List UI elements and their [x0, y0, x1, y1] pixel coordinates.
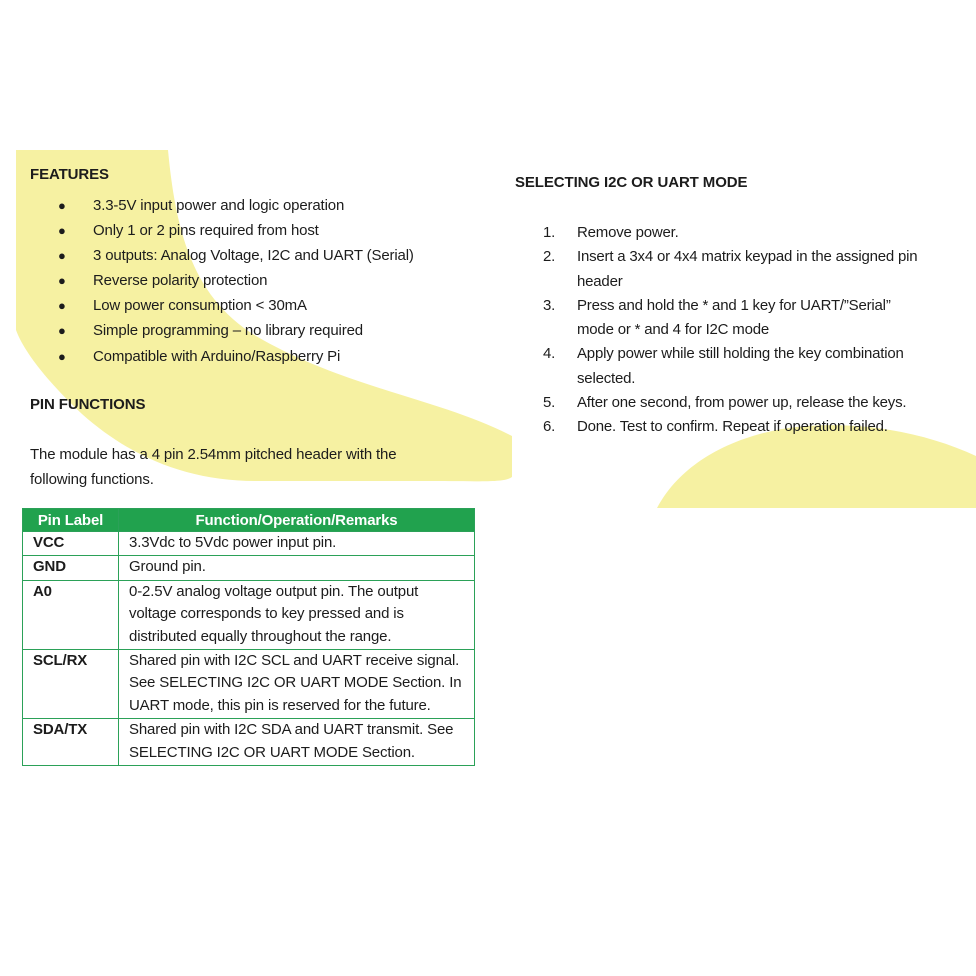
step-item — [515, 415, 925, 439]
column-header-function: Function/Operation/Remarks — [119, 509, 475, 532]
table-row — [23, 719, 475, 766]
selecting-mode-heading: SELECTING I2C OR UART MODE — [515, 174, 748, 191]
step-text: Done. Test to confirm. Repeat if operation failed. — [577, 418, 888, 436]
pin-description: Ground pin. — [119, 556, 475, 580]
pin-function-table — [22, 508, 475, 766]
table-row — [23, 580, 475, 649]
features-list — [30, 193, 470, 369]
column-header-pin-label: Pin Label — [23, 509, 119, 532]
step-item — [515, 221, 925, 245]
list-item — [30, 218, 470, 243]
bullet-icon: ● — [58, 198, 66, 213]
step-text: After one second, from power up, release the keys. — [577, 394, 907, 412]
list-item — [30, 318, 470, 343]
feature-text: Simple programming – no library required — [93, 322, 363, 340]
bullet-icon: ● — [58, 223, 66, 239]
feature-text: Only 1 or 2 pins required from host — [93, 222, 319, 240]
step-text: Press and hold the * and 1 key for UART/”Serial” mode or * and 4 for I2C mode — [577, 296, 891, 339]
pin-name: VCC — [23, 532, 119, 556]
table-row — [23, 532, 475, 556]
step-text: Apply power while still holding the key combination selected. — [577, 345, 904, 387]
feature-text: 3.3-5V input power and logic operation — [93, 197, 345, 214]
step-item — [515, 391, 925, 415]
pin-name: A0 — [23, 580, 119, 649]
bullet-icon: ● — [58, 273, 66, 289]
list-item — [30, 344, 470, 369]
table-row — [23, 650, 475, 719]
step-item — [515, 245, 925, 294]
pin-name: SDA/TX — [23, 719, 119, 766]
list-item — [30, 268, 470, 293]
features-heading: FEATURES — [30, 166, 109, 183]
pin-functions-heading: PIN FUNCTIONS — [30, 396, 146, 413]
list-item — [30, 243, 470, 268]
pin-name: SCL/RX — [23, 650, 119, 719]
pin-description: Shared pin with I2C SDA and UART transmit. See SELECTING I2C OR UART MODE Section. — [119, 719, 475, 766]
selecting-mode-steps — [515, 221, 925, 440]
feature-text: 3 outputs: Analog Voltage, I2C and UART (Serial) — [93, 247, 414, 265]
bullet-icon: ● — [58, 323, 66, 339]
pin-description: Shared pin with I2C SCL and UART receive signal. See SELECTING I2C OR UART MODE Section. In UART mode, this pin is reserved for the future. — [119, 650, 475, 719]
table-header-row — [23, 509, 475, 532]
pin-functions-intro: The module has a 4 pin 2.54mm pitched header with the following functions. — [30, 446, 397, 488]
pin-name: GND — [23, 556, 119, 580]
list-item — [30, 193, 470, 218]
feature-text: Reverse polarity protection — [93, 272, 268, 290]
selecting-mode-section — [515, 174, 965, 440]
feature-text: Low power consumption < 30mA — [93, 297, 307, 315]
bullet-icon: ● — [58, 248, 66, 264]
list-item — [30, 293, 470, 318]
step-item — [515, 294, 925, 343]
table-row — [23, 556, 475, 580]
feature-text: Compatible with Arduino/Raspberry Pi — [93, 347, 341, 365]
step-text: Insert a 3x4 or 4x4 matrix keypad in the assigned pin header — [577, 248, 918, 290]
features-section — [30, 166, 470, 369]
bullet-icon: ● — [58, 298, 66, 314]
bullet-icon: ● — [58, 348, 66, 364]
step-text: Remove power. — [577, 224, 679, 241]
pin-description: 3.3Vdc to 5Vdc power input pin. — [119, 532, 475, 556]
pin-description: 0-2.5V analog voltage output pin. The output voltage corresponds to key pressed and is distributed equally throughout the range. — [119, 580, 475, 649]
step-item — [515, 342, 925, 391]
